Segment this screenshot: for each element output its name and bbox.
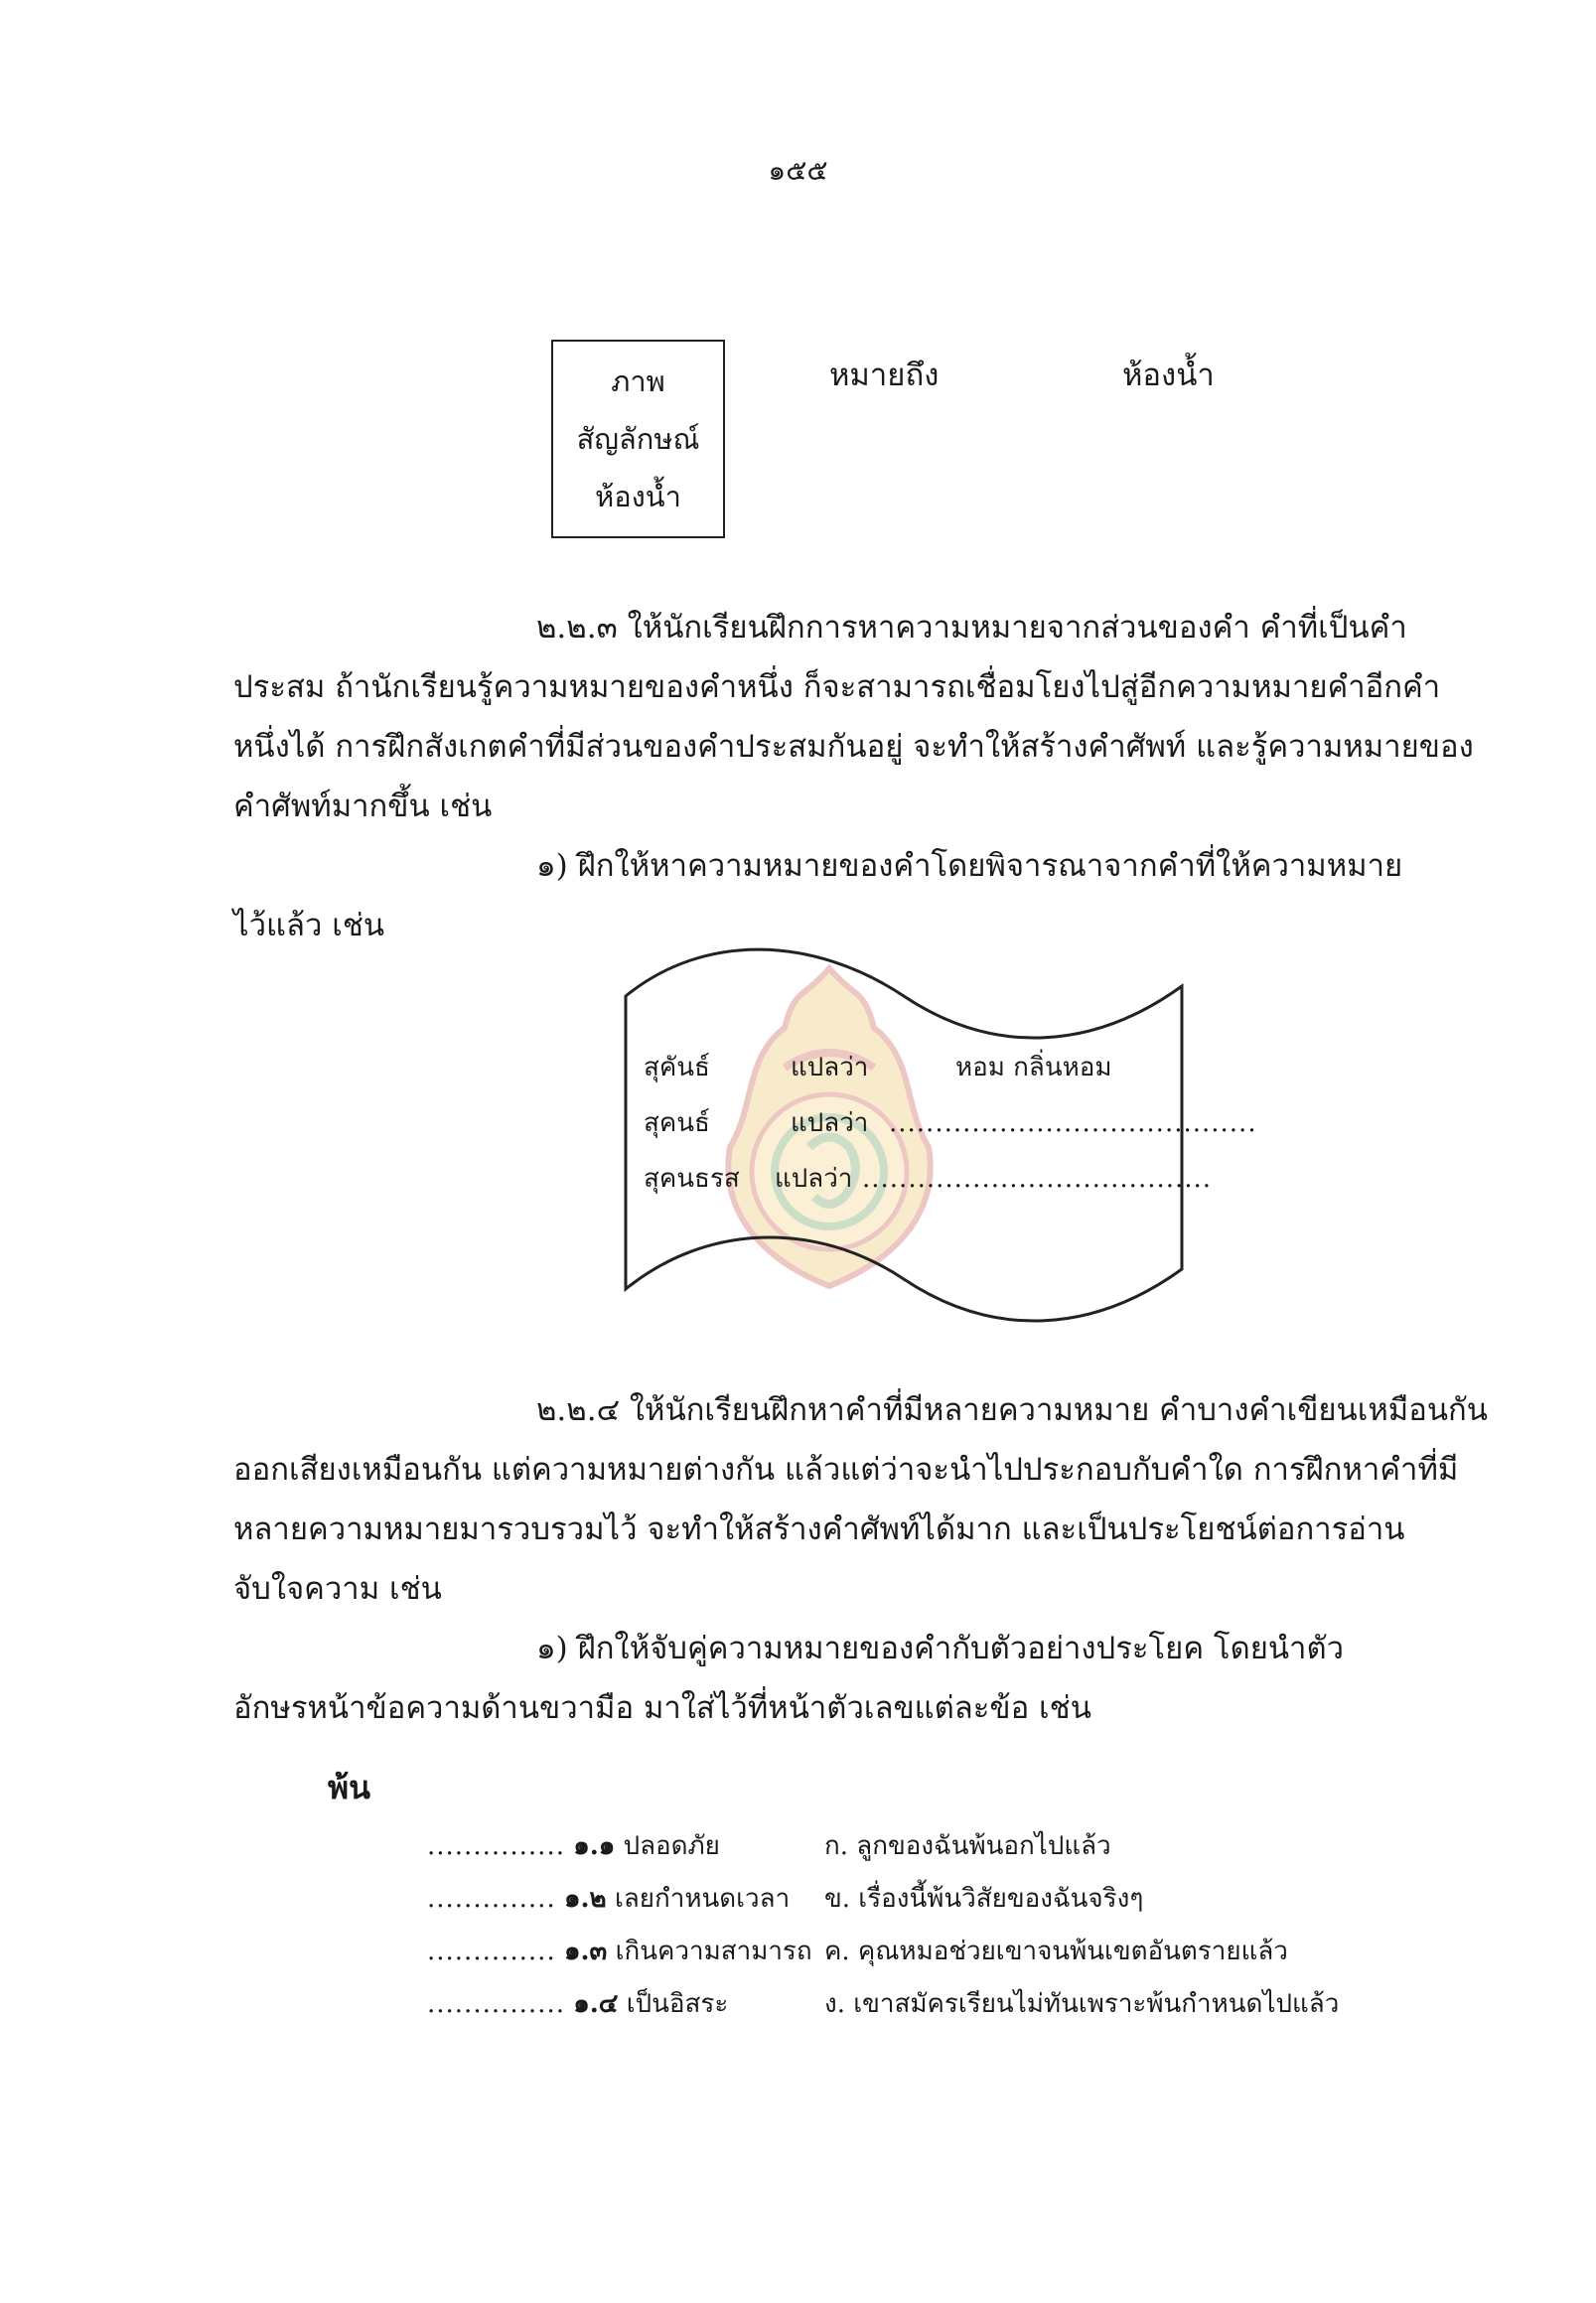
section-2-2-3-line-1: ๒.๒.๓ ให้นักเรียนฝึกการหาความหมายจากส่วนของคำ คำที่เป็นคำ — [536, 610, 1407, 646]
section-2-2-3-line-3: หนึ่งได้ การฝึกสังเกตคำที่มีส่วนของคำประสมกันอยู่ จะทำให้สร้างคำศัพท์ และรู้ความหมายของ — [233, 729, 1474, 765]
section-2-2-4-sub1-line-2: อักษรหน้าข้อความด้านขวามือ มาใส่ไว้ที่หน้าตัวเลขแต่ละข้อ เช่น — [233, 1690, 1091, 1726]
banner-row-1-word: สุคันธ์ — [644, 1053, 710, 1082]
section-2-2-3-sub1-line-1: ๑) ฝึกให้หาความหมายของคำโดยพิจารณาจากคำที่ให้ความหมาย — [536, 848, 1403, 884]
section-2-2-3-sub1-line-2: ไว้แล้ว เช่น — [233, 908, 385, 943]
matching-item-3-sentence: ค. คุณหมอช่วยเขาจนพ้นเขตอันตรายแล้ว — [824, 1937, 1288, 1966]
matching-item-4-meaning: เป็นอิสระ — [626, 1989, 729, 2019]
symbol-box — [551, 340, 725, 538]
matching-item-3 — [427, 1931, 812, 1971]
flag-banner-frame — [616, 941, 1192, 1349]
symbol-box-line-1: ภาพ — [611, 364, 665, 398]
symbol-meaning: ห้องน้ำ — [1122, 358, 1215, 393]
banner-row-3-word: สุคนธรส — [644, 1164, 740, 1194]
matching-item-1-meaning: ปลอดภัย — [623, 1831, 720, 1861]
matching-item-3-num: ๑.๓ — [563, 1937, 608, 1966]
matching-item-2 — [427, 1878, 790, 1919]
matching-item-4-blank: ............... — [427, 1989, 565, 2019]
banner-row-1-means: แปลว่า — [791, 1053, 869, 1082]
section-2-2-3-line-4: คำศัพท์มากขึ้น เช่น — [233, 789, 493, 824]
matching-item-1-blank: ............... — [427, 1831, 565, 1861]
section-2-2-3-line-2: ประสม ถ้านักเรียนรู้ความหมายของคำหนึ่ง ก็จะสามารถเชื่อมโยงไปสู่อีกความหมายคำอีกคำ — [233, 669, 1441, 705]
matching-item-1-sentence: ก. ลูกของฉันพ้นอกไปแล้ว — [824, 1831, 1111, 1861]
banner-row-2-answer: ........................................ — [889, 1108, 1257, 1138]
banner-row-1-answer: หอม กลิ่นหอม — [955, 1053, 1112, 1082]
symbol-box-line-2: สัญลักษณ์ — [576, 422, 700, 456]
symbol-box-line-3: ห้องน้ำ — [595, 480, 681, 513]
section-2-2-3 — [233, 598, 1474, 955]
matching-item-4-sentence: ง. เขาสมัครเรียนไม่ทันเพราะพ้นกำหนดไปแล้ว — [824, 1989, 1340, 2019]
matching-item-3-blank: .............. — [427, 1937, 556, 1966]
banner-row-2-word: สุคนธ์ — [644, 1108, 710, 1138]
section-2-2-4-line-4: จับใจความ เช่น — [233, 1571, 442, 1607]
banner-row-2-means: แปลว่า — [791, 1108, 869, 1138]
matching-item-3-meaning: เกินความสามารถ — [615, 1937, 812, 1966]
matching-item-1-num: ๑.๑ — [573, 1831, 616, 1861]
section-2-2-4-sub1-line-1: ๑) ฝึกให้จับคู่ความหมายของคำกับตัวอย่างประโยค โดยนำตัว — [536, 1631, 1345, 1666]
matching-item-2-num: ๑.๒ — [563, 1884, 607, 1914]
page-number: ๑๕๕ — [768, 154, 828, 187]
section-2-2-4 — [233, 1380, 1488, 1738]
matching-item-2-meaning: เลยกำหนดเวลา — [614, 1884, 791, 1914]
section-2-2-4-line-1: ๒.๒.๔ ให้นักเรียนฝึกหาคำที่มีหลายความหมาย คำบางคำเขียนเหมือนกัน — [536, 1392, 1488, 1428]
banner-row-3-answer: ...................................... — [862, 1164, 1213, 1194]
matching-item-4 — [427, 1983, 728, 2024]
section-2-2-4-line-3: หลายความหมายมารวบรวมไว้ จะทำให้สร้างคำศัพท์ได้มาก และเป็นประโยชน์ต่อการอ่าน — [233, 1511, 1405, 1547]
matching-item-1 — [427, 1825, 720, 1866]
matching-item-2-sentence: ข. เรื่องนี้พ้นวิสัยของฉันจริงๆ — [824, 1884, 1144, 1914]
matching-heading: พ้น — [328, 1769, 370, 1806]
symbol-means-label: หมายถึง — [829, 358, 940, 393]
matching-item-4-num: ๑.๔ — [573, 1989, 619, 2019]
matching-item-2-blank: .............. — [427, 1884, 556, 1914]
section-2-2-4-line-2: ออกเสียงเหมือนกัน แต่ความหมายต่างกัน แล้วแต่ว่าจะนำไปประกอบกับคำใด การฝึกหาคำที่มี — [233, 1452, 1459, 1488]
banner-row-3-means: แปลว่า — [775, 1164, 853, 1194]
